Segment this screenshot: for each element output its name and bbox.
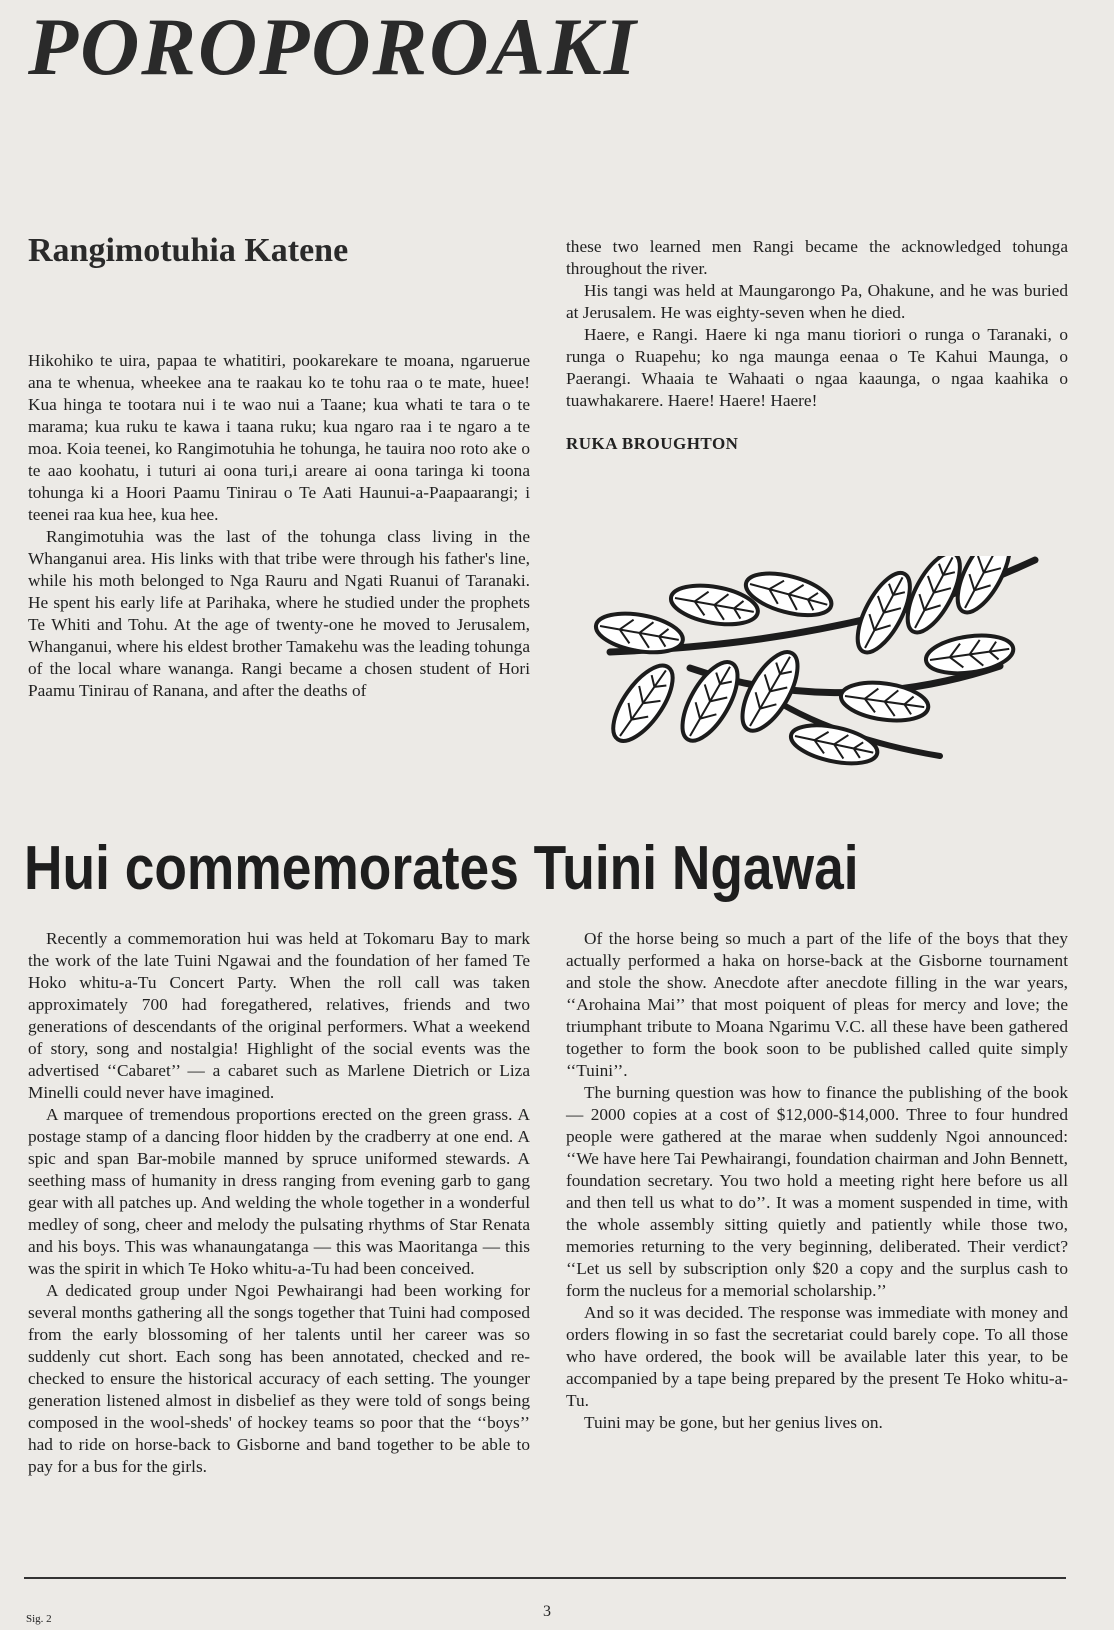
feature-closing-paragraph: Tuini may be gone, but her genius lives on.: [584, 1413, 883, 1432]
masthead-title: POROPOROAKI: [28, 1, 638, 92]
obituary-paragraph: Rangimotuhia was the last of the tohunga class living in the Whanganui area. His links with that tribe were through his father's line, while his moth belonged to Nga Rauru and Ngati Ruanui of Taranaki. He spent his early life at Parihaka, where he studied under the prophets Te Whiti and Tohu. At the age of twenty-one he moved to Jerusalem, Whanganui, where his eldest brother Tamakehu was the leading tohunga of the local whare wananga. Rangi became a chosen student of Hori Paamu Tinirau of Ranana, and after the deaths of: [28, 527, 530, 700]
obituary-maori-paragraph: Hikohiko te uira, papaa te whatitiri, pookarekare te moana, ngaruerue ana te whenua, wheekee ana te raakau ko te tohu raa o te mate, huee! Kua hinga te tootara nui i te wao nui a Taane; kua whati te tara o te marama; kua ruku te kawa i taana ruku; kua ngaro raa i te ngaro a te moa. Koia teenei, ko Rangimotuhia he tohunga, he tauira noo roto ake o te aao koohatu, i tuturi ai oona turi,i areare ai oona taringa ki toona tohunga ki a Hoori Paamu Tinirau o Te Aati Haunui-a-Paapaarangi; i teenei raa kua hee, kua hee.: [28, 351, 530, 524]
obituary-left-text: [28, 350, 530, 702]
page-number: 3: [543, 1603, 551, 1620]
feature-paragraph: A marquee of tremendous proportions erected on the green grass. A postage stamp of a dancing floor hidden by the cradberry at one end. A spic and span Bar-mobile manned by spruce uniformed stewards. A seething mass of humanity in dress ranging from evening garb to gang gear with all patches up. And welding the whole together in a wonderful medley of song, cheer and melody the pulsating rhythms of Star Renata and his boys. This was whanaungatanga — this was Maoritanga — this was the spirit in which Te Hoko whitu-a-Tu had been conceived.: [28, 1105, 530, 1278]
feature-right-column: [566, 928, 1068, 1434]
obituary-left-column: [28, 232, 530, 270]
leaf-branch-icon: [580, 556, 1050, 772]
obituary-right-column: [566, 236, 1068, 454]
feature-headline: Hui commemorates Tuini Ngawai: [24, 834, 859, 903]
feature-paragraph: And so it was decided. The response was immediate with money and orders flowing in so fast the secretariat could barely cope. To all those who have ordered, the book will be available later this year, to be accompanied by a tape being prepared by the present Te Hoko whitu-a-Tu.: [566, 1303, 1068, 1410]
signature-mark: Sig. 2: [26, 1613, 52, 1625]
footer-rule: [24, 1577, 1066, 1579]
feature-paragraph: A dedicated group under Ngoi Pewhairangi had been working for several months gathering all the songs together that Tuini had composed from the early blossoming of her talents until her career was so suddenly cut short. Each song has been annotated, checked and re-checked to ensure the historical accuracy of each setting. The younger generation listened almost in disbelief as they were told of songs being composed in the wool-sheds' of hockey teams so poor that the ‘‘boys’’ had to ride on horse-back to Gisborne and band together to be able to pay for a bus for the girls.: [28, 1281, 530, 1476]
obituary-paragraph: these two learned men Rangi became the acknowledged tohunga throughout the river.: [566, 237, 1068, 278]
feature-paragraph: Of the horse being so much a part of the life of the boys that they actually performed a haka on horse-back at the Gisborne tournament and stole the show. Anecdote after anecdote filling in the war years, ‘‘Arohaina Mai’’ that most poiquent of pleas for mercy and love; the triumphant tribute to Moana Ngarimu V.C. all these have been gathered together to form the book soon to be published called quite simply ‘‘Tuini’’.: [566, 929, 1068, 1080]
feature-paragraph: Recently a commemoration hui was held at Tokomaru Bay to mark the work of the late Tuini Ngawai and the foundation of her famed Te Hoko whitu-a-Tu Concert Party. When the roll call was taken approximately 700 had foregathered, relatives, friends and two generations of descendants of the original performers. What a weekend of story, song and nostalgia! Highlight of the social events was the advertised ‘‘Cabaret’’ — a cabaret such as Marlene Dietrich or Liza Minelli could never have imagined.: [28, 929, 530, 1102]
obituary-paragraph: His tangi was held at Maungarongo Pa, Ohakune, and he was buried at Jerusalem. He was eighty-seven when he died.: [566, 281, 1068, 322]
obituary-title: Rangimotuhia Katene: [28, 232, 349, 269]
obituary-byline: RUKA BROUGHTON: [566, 434, 739, 453]
obituary-farewell-paragraph: Haere, e Rangi. Haere ki nga manu tioriori o runga o Taranaki, o runga o Ruapehu; ko nga maunga eenaa o Te Kahui Maunga, o Paerangi. Whaaia te Wahaati o ngaa kaaunga, o ngaa kaahika o tuawhakarere. Haere! Haere! Haere!: [566, 325, 1068, 410]
feature-paragraph: The burning question was how to finance the publishing of the book — 2000 copies at a cost of $12,000-$14,000. Three to four hundred people were gathered at the marae when suddenly Ngoi announced: ‘‘We have here Tai Pewhairangi, foundation chairman and John Bennett, foundation secretary. You two hold a meeting right here before us all and then tell us what to do’’. It was a moment suspended in time, with the whole assembly sitting quietly and patiently while those two, memories returning to the very beginning, deliberated. Their verdict? ‘‘Let us sell by subscription only $20 a copy and the surplus cash to form the nucleus for a memorial scholarship.’’: [566, 1083, 1068, 1300]
feature-left-column: [28, 928, 530, 1478]
